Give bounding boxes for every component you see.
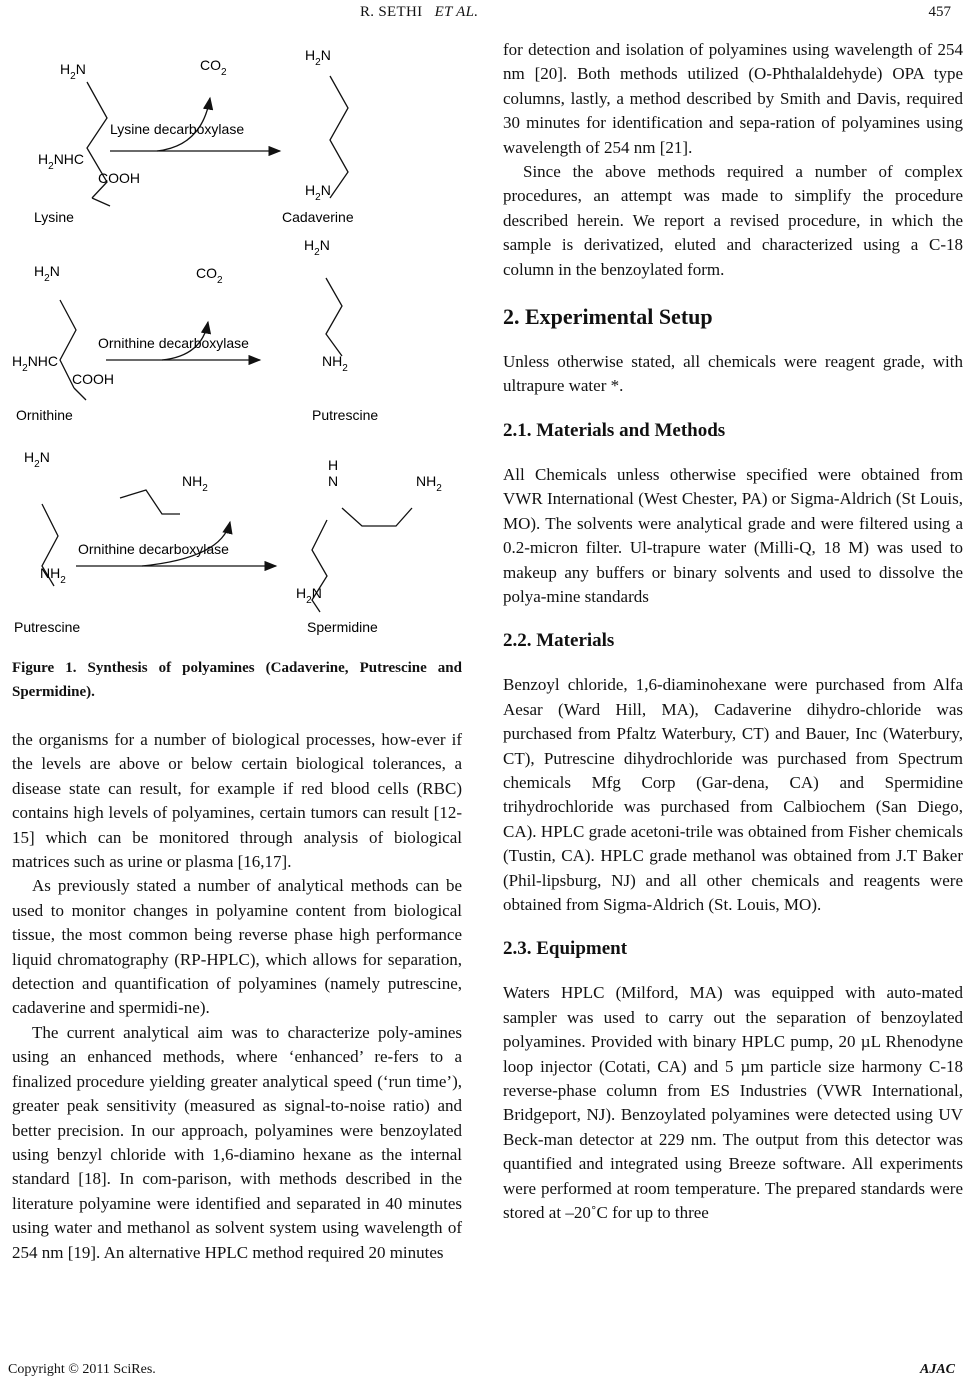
lysine-cooh: COOH	[98, 170, 140, 186]
putrescine-2-h2n: $H_2N$	[24, 449, 50, 470]
lysine-label: Lysine	[34, 209, 74, 225]
copyright: Copyright © 2011 SciRes.	[8, 1362, 156, 1377]
lysine-h2nhc: $H_2NHC$	[38, 151, 85, 172]
subsection-heading: 2.2. Materials	[503, 630, 615, 652]
figure-1-scheme	[12, 38, 472, 658]
cadaverine-chain	[330, 76, 348, 198]
spermidine-h: H	[328, 457, 339, 473]
paragraph: the organisms for a number of biological processes, how-ever if the levels are above or below certain biological tolerances, a disease state can result, for example if red blood cells (RBC) contains high levels of polyamines, certain tumors can result [12-15] which can be monitored through analysis of biological matrices such as urine or plasma [16,17].	[12, 730, 462, 872]
ornithine-label: Ornithine	[16, 407, 73, 423]
running-header	[0, 4, 967, 28]
cadaverine-bottom-h2n: $H_2N$	[305, 182, 331, 203]
header-etal: ET AL.	[434, 4, 479, 20]
spermidine-nh2: $NH_2$	[416, 473, 442, 494]
journal-abbrev: AJAC	[919, 1362, 955, 1377]
left-body-text	[12, 728, 462, 1265]
cadaverine-label: Cadaverine	[282, 209, 354, 225]
putrescine-top-h2n: $H_2N$	[304, 237, 330, 258]
paragraph: Since the above methods required a number of complex procedures, an attempt was made to simplify the procedure described herein. We report a revised procedure, in which the sample is derivatized, eluted and characterized using a C-18 column in the benzoylated form.	[503, 162, 963, 279]
spermidine-h2n: $H_2N$	[296, 585, 322, 606]
spermidine-label: Spermidine	[307, 619, 378, 635]
putrescine-bottom-nh2: $NH_2$	[322, 353, 348, 374]
page-number: 457	[928, 4, 951, 20]
spermidine-aminopropyl	[342, 508, 412, 526]
paragraph: The current analytical aim was to characterize poly-amines using an enhanced methods, where ‘enhanced’ re-fers to a finalized procedure yielding greater analytical speed (‘run time’), greater peak sensitivity (measured as signal-to-noise ratio) and better precision. In our approach, polyamines were benzoylated using benzyl chloride with 1,6-diamino hexane as the internal standard [18]. In com-parison, with methods described in the literature polyamine were identified and separated in 40 minutes using water and methanol as solvent system using wavelength of 254 nm [19]. An alternative HPLC method required 20 minutes	[12, 1022, 462, 1262]
cadaverine-top-h2n: $H_2N$	[305, 47, 331, 68]
putrescine-2-label: Putrescine	[14, 619, 81, 635]
subsection-heading: 2.3. Equipment	[503, 938, 628, 960]
lysine-h2n: $H_2N$	[60, 61, 86, 82]
ornithine-cooh: COOH	[72, 371, 114, 387]
section-heading: 2. Experimental Setup	[503, 304, 713, 330]
putrescine-2-nh2: $NH_2$	[40, 565, 66, 586]
running-title	[360, 4, 478, 21]
enzyme-label-1: Lysine decarboxylase	[110, 121, 245, 137]
paragraph: Unless otherwise stated, all chemicals were reagent grade, with ultrapure water *.	[503, 352, 963, 396]
paragraph: for detection and isolation of polyamines using wavelength of 254 nm [20]. Both methods utilized (O-Phthalaldehyde) OPA type columns, lastly, a method described by Smith and Davis, required 30 minutes for identification and sepa-ration of polyamines using wavelength of 254 nm [21].	[503, 40, 963, 157]
paragraph: All Chemicals unless otherwise specified were obtained from VWR International (West Chester, PA) or Sigma-Aldrich (St Louis, MO). The solvents were analytical grade and were filtered using a 0.2-micron filter. Ul-trapure water (Milli-Q, 18 M) was used to makeup any buffers or binary solvents and used to dissolve the polya-mine standards	[503, 464, 963, 606]
co2-label-1: $CO_2$	[200, 57, 227, 78]
right-body-text	[503, 38, 963, 1225]
ornithine-cooh-bond	[74, 388, 86, 400]
reagent-nh2: $NH_2$	[182, 473, 208, 494]
spermidine-n: N	[328, 473, 339, 489]
putrescine-label: Putrescine	[312, 407, 379, 423]
paragraph: Benzoyl chloride, 1,6-diaminohexane were purchased from Alfa Aesar (Ward Hill, MA), Cadaverine dihydro-chloride was purchased from Pfaltz Waterbury, CT) and Bauer, Inc (Waterbury, CT), Putrescine dihydrochloride was purchased from Spectrum chemicals Mfg Corp (Gar-dena, CA) and Spermidine trihydrochloride was purchased from Calbiochem (San Diego, CA). HPLC grade acetoni-trile was obtained from Fisher chemicals (Tustin, CA). HPLC grade methanol was obtained from J.T Baker (Phil-lipsburg, NJ) and all other chemicals and reagents were obtained from Sigma-Aldrich (St. Louis, MO).	[503, 675, 963, 914]
co2-label-2: $CO_2$	[196, 265, 223, 286]
putrescine-chain	[326, 278, 342, 356]
paragraph: As previously stated a number of analytical methods can be used to monitor changes in polyamine content from biological tissue, the most common being reverse phase high performance liquid chromatography (RP-HPLC), which allows for separation, detection and quantification of polyamines (namely putrescine, cadaverine and spermidi-ne).	[12, 876, 462, 1018]
aminopropyl-group	[120, 490, 180, 514]
subsection-heading: 2.1. Materials and Methods	[503, 419, 726, 441]
paragraph: Waters HPLC (Milford, MA) was equipped with auto-mated sampler was used to carry out the separation of benzoylated polyamines. Provided with binary HPLC pump, 20 µL Rhenodyne loop injector (Cotati, CA) and 5 µm particle size harmony C-18 reverse-phase column from ES Industries (VWR International, Bridgeport, NJ). Benzoylated polyamines were detected using UV Beck-man detector at 229 nm. The output from this detector was quantified and integrated using Breeze software. All experiments were performed at room temperature. The prepared standards were stored at –20˚C for up to three	[503, 983, 963, 1223]
enzyme-label-3: Ornithine decarboxylase	[78, 541, 229, 557]
figure-caption: Figure 1. Synthesis of polyamines (Cadaverine, Putrescine and Spermidine).	[12, 660, 462, 700]
enzyme-label-2: Ornithine decarboxylase	[98, 335, 249, 351]
ornithine-h2nhc: $H_2NHC$	[12, 353, 59, 374]
ornithine-h2n: $H_2N$	[34, 263, 60, 284]
header-author: R. SETHI	[360, 4, 423, 20]
lysine-cooh-bond	[92, 198, 110, 206]
